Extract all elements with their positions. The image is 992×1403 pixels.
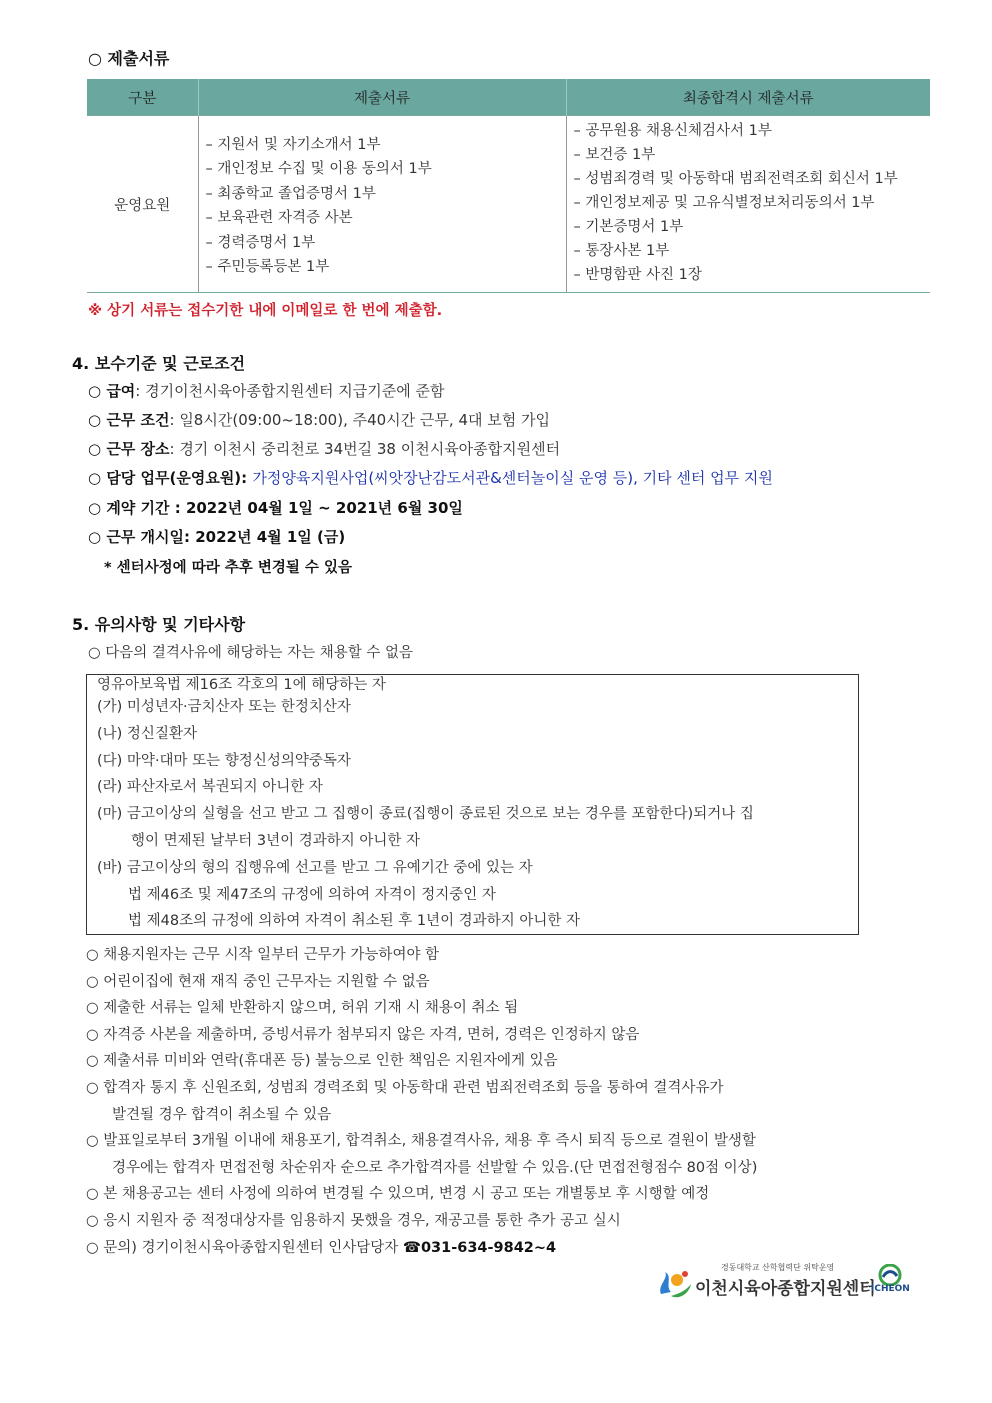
duty-label: 담당 업무(운영요원)	[106, 469, 242, 487]
duty-line: ○ 담당 업무(운영요원): 가정양육지원사업(씨앗장난감도서관&센터놀이실 운영 등), 기타 센터 업무 지원	[88, 469, 773, 487]
hours-label: 근무 조건	[106, 411, 170, 429]
place-line: ○ 근무 장소: 경기 이천시 중리천로 34번길 38 이천시육아종합지원센터	[88, 440, 561, 458]
list-item: ○ 제출서류 미비와 연락(휴대폰 등) 불능으로 인한 책임은 지원자에게 있음	[86, 1053, 558, 1070]
cell-final-documents	[566, 116, 930, 293]
list-item: – 통장사본 1부	[573, 243, 670, 259]
start-label: 근무 개시일	[106, 528, 184, 546]
logo-english-name: ICHEON	[871, 1284, 910, 1294]
table-header-row	[87, 79, 930, 116]
start-colon: :	[184, 528, 196, 546]
duty-colon: :	[241, 469, 253, 487]
period-text: 계약 기간 : 2022년 04월 1일 ~ 2021년 6월 30일	[106, 499, 463, 517]
list-item: ○ 어린이집에 현재 재직 중인 근무자는 지원할 수 없음	[86, 973, 430, 990]
list-item: – 보육관련 자격증 사본	[205, 210, 353, 226]
icheon-emblem-icon	[877, 1264, 903, 1286]
list-item: 행이 면제된 날부터 3년이 경과하지 아니한 자	[131, 832, 421, 849]
list-item: ○ 발표일로부터 3개월 이내에 채용포기, 합격취소, 채용결격사유, 채용 후 즉시 퇴직 등으로 결원이 발생할	[86, 1133, 756, 1150]
list-item: – 성범죄경력 및 아동학대 범죄전력조회 회신서 1부	[573, 171, 898, 187]
list-item: ○ 합격자 통지 후 신원조회, 성범죄 경력조회 및 아동학대 관련 범죄전력조회 등을 통하여 결격사유가	[86, 1079, 724, 1096]
list-item: 법 제46조 및 제47조의 규정에 의하여 자격이 정지중인 자	[128, 886, 496, 903]
list-item: 법 제48조의 규정에 의하여 자격이 취소된 후 1년이 경과하지 아니한 자	[128, 913, 580, 930]
list-item: – 지원서 및 자기소개서 1부	[205, 136, 381, 153]
documents-note: ※ 상기 서류는 접수기한 내에 이메일로 한 번에 제출함.	[88, 303, 443, 319]
place-text: : 경기 이천시 중리천로 34번길 38 이천시육아종합지원센터	[169, 440, 561, 458]
list-item: – 주민등록등본 1부	[205, 259, 330, 275]
list-item: ○ 본 채용공고는 센터 사정에 의하여 변경될 수 있으며, 변경 시 공고 또는 개별통보 후 시행할 예정	[86, 1186, 710, 1203]
table-header-final-documents: 최종합격시 제출서류	[566, 79, 930, 116]
list-item: – 경력증명서 1부	[205, 234, 316, 251]
section-title-documents: ○ 제출서류	[88, 49, 170, 68]
logo-operator-text: 경동대학교 산학협력단 위탁운영	[721, 1263, 835, 1272]
logo-name: 이천시육아종합지원센터	[695, 1279, 876, 1299]
logo-mark-icon	[655, 1266, 695, 1302]
hours-text: : 일8시간(09:00~18:00), 주40시간 근무, 4대 보험 가입	[169, 411, 550, 429]
list-item: 경우에는 합격자 면접전형 차순위자 순으로 추가합격자를 선발할 수 있음.(단 면접전형점수 80점 이상)	[112, 1159, 758, 1176]
disqualification-box	[86, 674, 859, 935]
row-label-staff: 운영요원	[87, 116, 198, 293]
period-line: ○ 계약 기간 : 2022년 04월 1일 ~ 2021년 6월 30일	[88, 499, 463, 517]
box-head: 영유아보육법 제16조 각호의 1에 해당하는 자	[97, 677, 386, 693]
contact-phone: ☎031-634-9842~4	[402, 1239, 557, 1256]
list-item: – 기본증명서 1부	[573, 219, 684, 235]
list-item: – 개인정보 수집 및 이용 동의서 1부	[205, 161, 432, 177]
list-item: (나) 정신질환자	[97, 725, 197, 742]
table-header-documents: 제출서류	[198, 79, 566, 116]
table-row	[87, 116, 930, 293]
start-date: 2022년 4월 1일 (금)	[195, 528, 346, 546]
list-item: (다) 마약·대마 또는 향정신성의약중독자	[97, 752, 351, 769]
cell-documents	[198, 116, 566, 293]
list-item: – 공무원용 채용신체검사서 1부	[573, 123, 772, 139]
pay-line: ○ 급여: 경기이천시육아종합지원센터 지급기준에 준함	[88, 382, 445, 400]
notes-list	[86, 942, 757, 1261]
contact-line	[86, 1235, 757, 1262]
list-item: – 개인정보제공 및 고유식별정보처리동의서 1부	[573, 195, 875, 211]
pay-label: 급여	[106, 382, 136, 400]
documents-table	[87, 79, 930, 293]
list-item: – 최종학교 졸업증명서 1부	[205, 185, 376, 202]
list-item: – 반명함판 사진 1장	[573, 267, 702, 283]
section-title-pay: 4. 보수기준 및 근로조건	[72, 354, 246, 373]
list-item: ○ 제출한 서류는 일체 반환하지 않으며, 허위 기재 시 채용이 취소 됨	[86, 1000, 519, 1017]
list-item: ○ 응시 지원자 중 적정대상자를 임용하지 못했을 경우, 재공고를 통한 추가 공고 실시	[86, 1212, 621, 1229]
list-item: 발견될 경우 합격이 취소될 수 있음	[112, 1106, 332, 1123]
table-header-category: 구분	[87, 79, 198, 116]
list-item: ○ 자격증 사본을 제출하며, 증빙서류가 첨부되지 않은 자격, 면허, 경력은 인정하지 않음	[86, 1026, 640, 1043]
list-item: ○ 채용지원자는 근무 시작 일부터 근무가 가능하여야 함	[86, 947, 440, 963]
list-item: (바) 금고이상의 형의 집행유예 선고를 받고 그 유예기간 중에 있는 자	[97, 859, 533, 876]
duty-text: 가정양육지원사업(씨앗장난감도서관&센터놀이실 운영 등), 기타 센터 업무 지원	[252, 469, 773, 487]
place-label: 근무 장소	[106, 440, 170, 458]
disqualification-intro: ○ 다음의 결격사유에 해당하는 자는 채용할 수 없음	[88, 645, 414, 661]
section-title-notes: 5. 유의사항 및 기타사항	[72, 615, 246, 634]
list-item: – 보건증 1부	[573, 147, 656, 163]
start-line: ○ 근무 개시일: 2022년 4월 1일 (금)	[88, 528, 346, 546]
list-item: (라) 파산자로서 복권되지 아니한 자	[97, 779, 323, 796]
center-logo	[655, 1262, 915, 1302]
hours-line: ○ 근무 조건: 일8시간(09:00~18:00), 주40시간 근무, 4대 보험 가입	[88, 411, 550, 429]
contact-label: ○ 문의) 경기이천시육아종합지원센터 인사담당자	[86, 1239, 403, 1256]
list-item: (마) 금고이상의 실형을 선고 받고 그 집행이 종료(집행이 종료된 것으로 보는 경우를 포함한다)되거나 집	[97, 806, 754, 823]
pay-text: : 경기이천시육아종합지원센터 지급기준에 준함	[135, 382, 445, 400]
list-item: (가) 미성년자·금치산자 또는 한정치산자	[97, 699, 351, 715]
center-note: * 센터사정에 따라 추후 변경될 수 있음	[104, 560, 352, 576]
